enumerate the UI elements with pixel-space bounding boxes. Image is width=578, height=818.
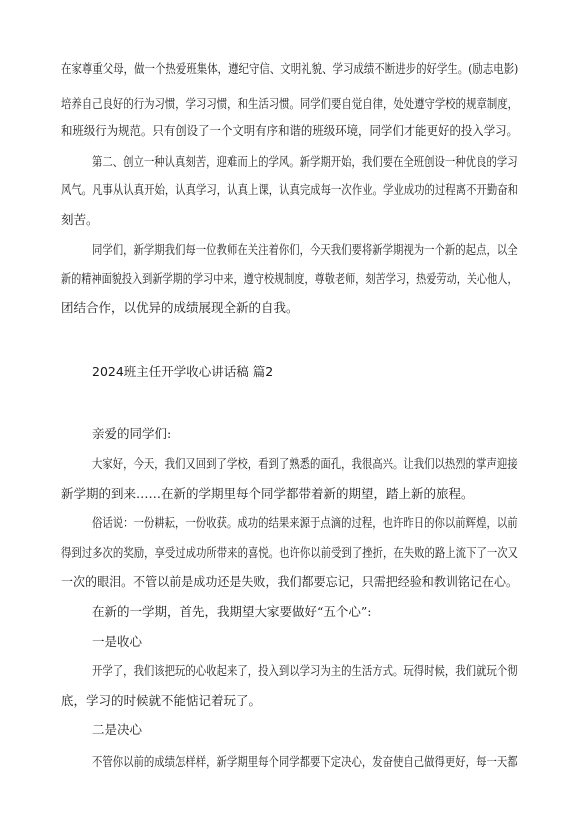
text-line: 新学期的到来……在新的学期里每个同学都带着新的期望，踏上新的旅程。: [61, 486, 474, 501]
text-line: 风气。凡事从认真开始，认真学习，认真上课，认真完成每一次作业。学业成功的过程离不开勤奋和: [61, 182, 519, 197]
text-line: 新的精神面貌投入到新学期的学习中来，遵守校规制度，尊敬老师，刻苦学习，热爱劳动，关心他人，: [61, 271, 518, 286]
text-line: 在新的一学期，首先，我期望大家要做好“五个心”:: [92, 604, 372, 619]
text-line: 俗话说：一份耕耘，一份收获。成功的结果来源于点滴的过程，也许昨日的你以前辉煌，以前: [92, 515, 518, 530]
text-line: 不管你以前的成绩怎样样，新学期里每个同学都要下定决心，发奋使自己做得更好，每一天都: [92, 754, 518, 769]
text-line: 和班级行为规范。只有创设了一个文明有序和谐的班级环境，同学们才能更好的投入学习。: [61, 123, 519, 138]
text-line: 在家尊重父母，做一个热爱班集体，遵纪守信、文明礼貌、学习成绩不断进步的好学生。(励志电影): [61, 61, 519, 76]
text-line: 开学了，我们该把玩的心收起来了，投入到以学习为主的生活方式。玩得时候，我们就玩个彻: [92, 663, 518, 678]
text-line: 得到过多次的奖励，享受过成功所带来的喜悦。也许你以前受到了挫折，在失败的路上流下了一次又: [61, 545, 519, 560]
text-line: 同学们，新学期我们每一位教师在关注着你们，今天我们要将新学期视为一个新的起点，以全: [92, 242, 518, 257]
salutation: 亲爱的同学们:: [92, 426, 172, 441]
text-line: 培养自己良好的行为习惯，学习习惯，和生活习惯。同学们要自觉自律，处处遵守学校的规章制度，: [61, 96, 519, 111]
text-line: 底，学习的时候就不能惦记着玩了。: [61, 693, 262, 708]
text-line: 刻苦。: [61, 212, 99, 227]
subheading: 二是决心: [92, 722, 143, 737]
text-line: 第二、创立一种认真刻苦，迎难而上的学风。新学期开始，我们要在全班创设一种优良的学习: [92, 154, 518, 169]
text-line: 一次的眼泪。不管以前是成功还是失败，我们都要忘记，只需把经验和教训铭记在心。: [61, 574, 519, 589]
text-line: 大家好，今天，我们又回到了学校，看到了熟悉的面孔，我很高兴。让我们以热烈的掌声迎接: [92, 456, 518, 471]
subheading: 一是收心: [92, 634, 143, 649]
text-line: 团结合作，以优异的成绩展现全新的自我。: [61, 300, 299, 315]
section-title: 2024班主任开学收心讲话稿 篇2: [92, 364, 274, 379]
